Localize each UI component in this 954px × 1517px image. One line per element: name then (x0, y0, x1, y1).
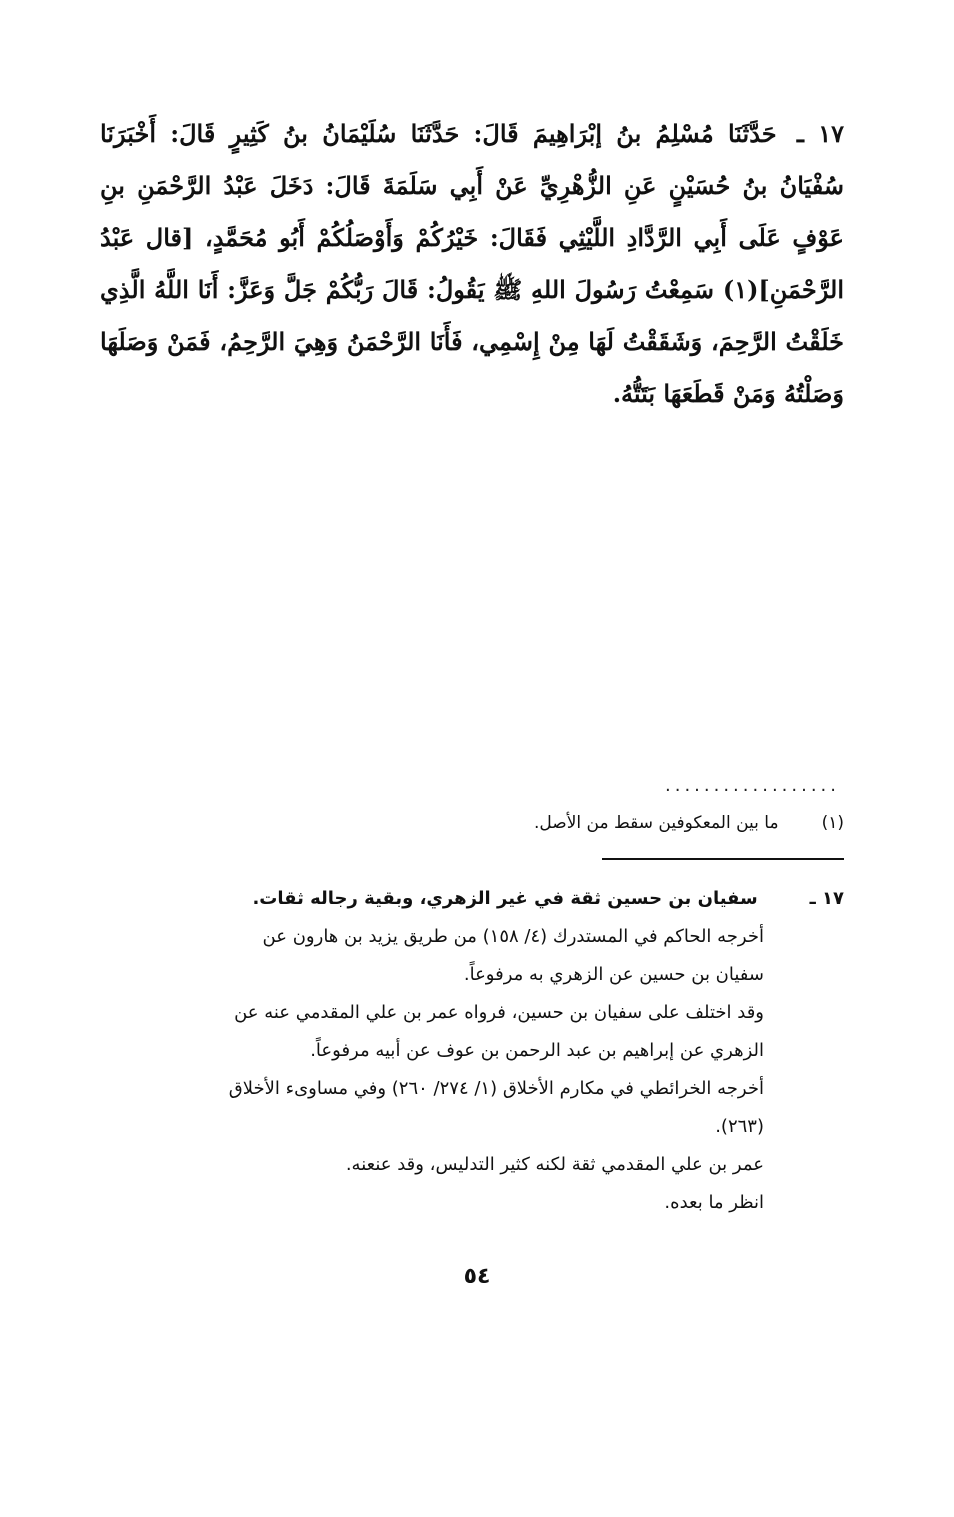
commentary-line: عمر بن علي المقدمي ثقة لكنه كثير التدليس، وقد عنعنه. (345, 1154, 764, 1175)
commentary-line: سفيان بن حسين عن الزهري به مرفوعاً. (463, 964, 764, 985)
commentary-line: الزهري عن إبراهيم بن عبد الرحمن بن عوف عن أبيه مرفوعاً. (310, 1040, 764, 1061)
commentary-line: أخرجه الحاكم في المستدرك (٤/ ١٥٨) من طريق يزيد بن هارون عن (262, 926, 764, 947)
commentary-block (100, 880, 844, 1222)
commentary-line: انظر ما بعده. (664, 1192, 764, 1213)
commentary-line: (٢٦٣). (715, 1116, 764, 1137)
commentary-line: وقد اختلف على سفيان بن حسين، فرواه عمر بن علي المقدمي عنه عن (234, 1002, 764, 1023)
commentary-heading: سفيان بن حسين ثقة في غير الزهري، وبقية رجاله ثقات. (252, 888, 758, 909)
hadith-number: ١٧ ـ (796, 119, 845, 148)
footnote-separator: .................. (665, 775, 840, 796)
hadith-text: حَدَّثَنَا مُسْلِمُ بنُ إبْرَاهِيمَ قَالَ: حَدَّثَنَا سُلَيْمَانُ بنُ كَثِيرٍ قَالَ: أَخْبَرَنَا سُفْيَانُ بنُ حُسَيْنٍ عَنِ الزُّهْرِيِّ عَنْ أَبِي سَلَمَةَ قَالَ: دَخَلَ عَبْدُ الرَّحْمَنِ بنِ عَوْفٍ عَلَى أَبِي الرَّدَّادِ اللَّيْثِي فَقَالَ: خَيْرُكُمْ وَأَوْصَلُكُمْ أَبُو مُحَمَّدٍ، [قال عَبْدُ الرَّحْمَنِ](١) سَمِعْتُ رَسُولَ اللهِ ﷺ يَقُولُ: قَالَ رَبُّكُمْ جَلَّ وَعَزَّ: أَنَا اللَّهُ الَّذِي خَلَقْتُ الرَّحِمَ، وَشَقَقْتُ لَهَا مِنْ إِسْمِي، فَأَنَا الرَّحْمَنُ وَهِيَ الرَّحِمُ، فَمَنْ وَصَلَهَا وَصَلْتُهُ وَمَنْ قَطَعَهَا بَتَتُّهُ. (100, 119, 844, 408)
footnote-marker: (١) (821, 813, 844, 833)
commentary-heading-row (100, 880, 844, 918)
footnote (300, 806, 844, 840)
divider-line (602, 858, 844, 860)
page-number: ٥٤ (463, 1264, 491, 1289)
commentary-body (100, 918, 844, 1222)
commentary-line: أخرجه الخرائطي في مكارم الأخلاق (١/ ٢٧٤/ ٢٦٠) وفي مساوىء الأخلاق (228, 1078, 764, 1099)
hadith-text-block (100, 108, 844, 420)
footnote-text: ما بين المعكوفين سقط من الأصل. (534, 813, 779, 833)
commentary-number: ١٧ ـ (809, 888, 844, 909)
